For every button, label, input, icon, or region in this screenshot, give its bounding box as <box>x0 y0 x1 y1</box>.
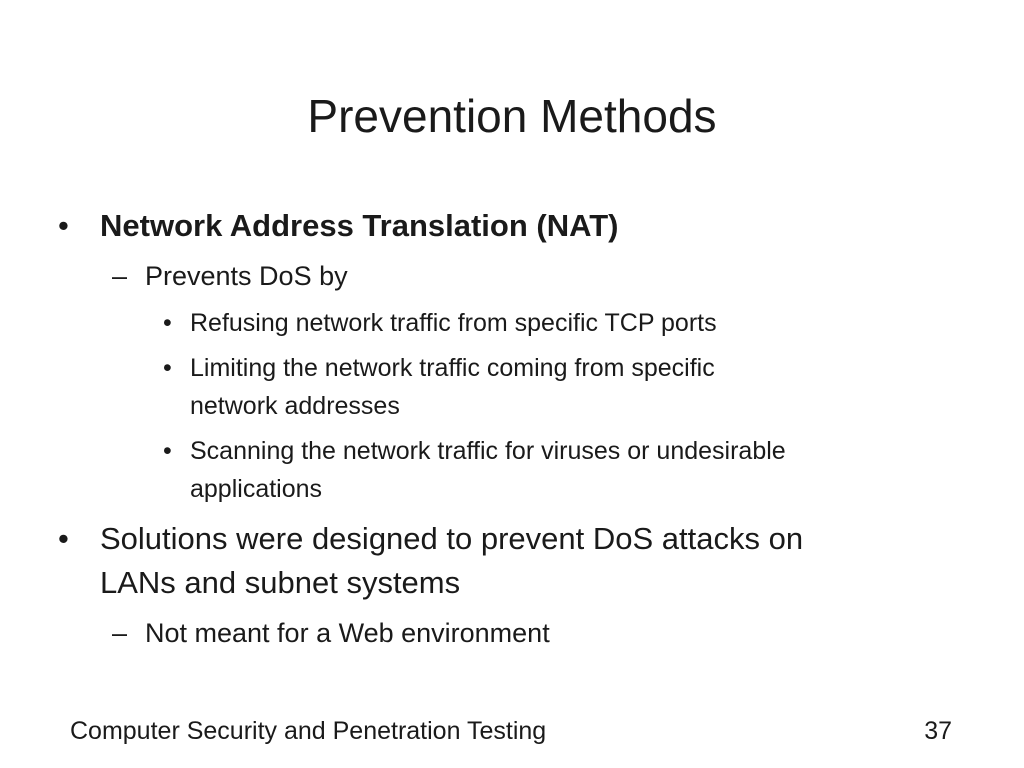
list-item-scanning-traffic-line1: Scanning the network traffic for viruses or undesirable <box>190 437 786 465</box>
bullet-nat-heading: Network Address Translation (NAT) <box>100 208 619 243</box>
dash-marker: – <box>112 618 128 648</box>
sub-bullet-not-for-web: Not meant for a Web environment <box>145 618 550 648</box>
bullet-solutions-line2: LANs and subnet systems <box>100 565 461 600</box>
list-item-limiting-traffic-line2: network addresses <box>190 392 400 420</box>
slide-title: Prevention Methods <box>307 90 717 142</box>
dash-marker: – <box>112 261 128 291</box>
footer-course-title: Computer Security and Penetration Testing <box>70 717 547 745</box>
list-item-scanning-traffic-line2: applications <box>190 475 323 503</box>
list-item-limiting-traffic-line1: Limiting the network traffic coming from specific <box>190 354 715 382</box>
footer-page-number: 37 <box>924 717 952 745</box>
bullet-marker: • <box>58 208 69 243</box>
bullet-marker: • <box>163 354 172 382</box>
bullet-marker: • <box>163 309 172 337</box>
bullet-marker: • <box>58 521 69 556</box>
sub-bullet-prevents-dos: Prevents DoS by <box>145 261 348 291</box>
list-item-refusing-traffic: Refusing network traffic from specific TCP ports <box>190 309 717 337</box>
bullet-marker: • <box>163 437 172 465</box>
bullet-solutions-line1: Solutions were designed to prevent DoS attacks on <box>100 521 804 556</box>
